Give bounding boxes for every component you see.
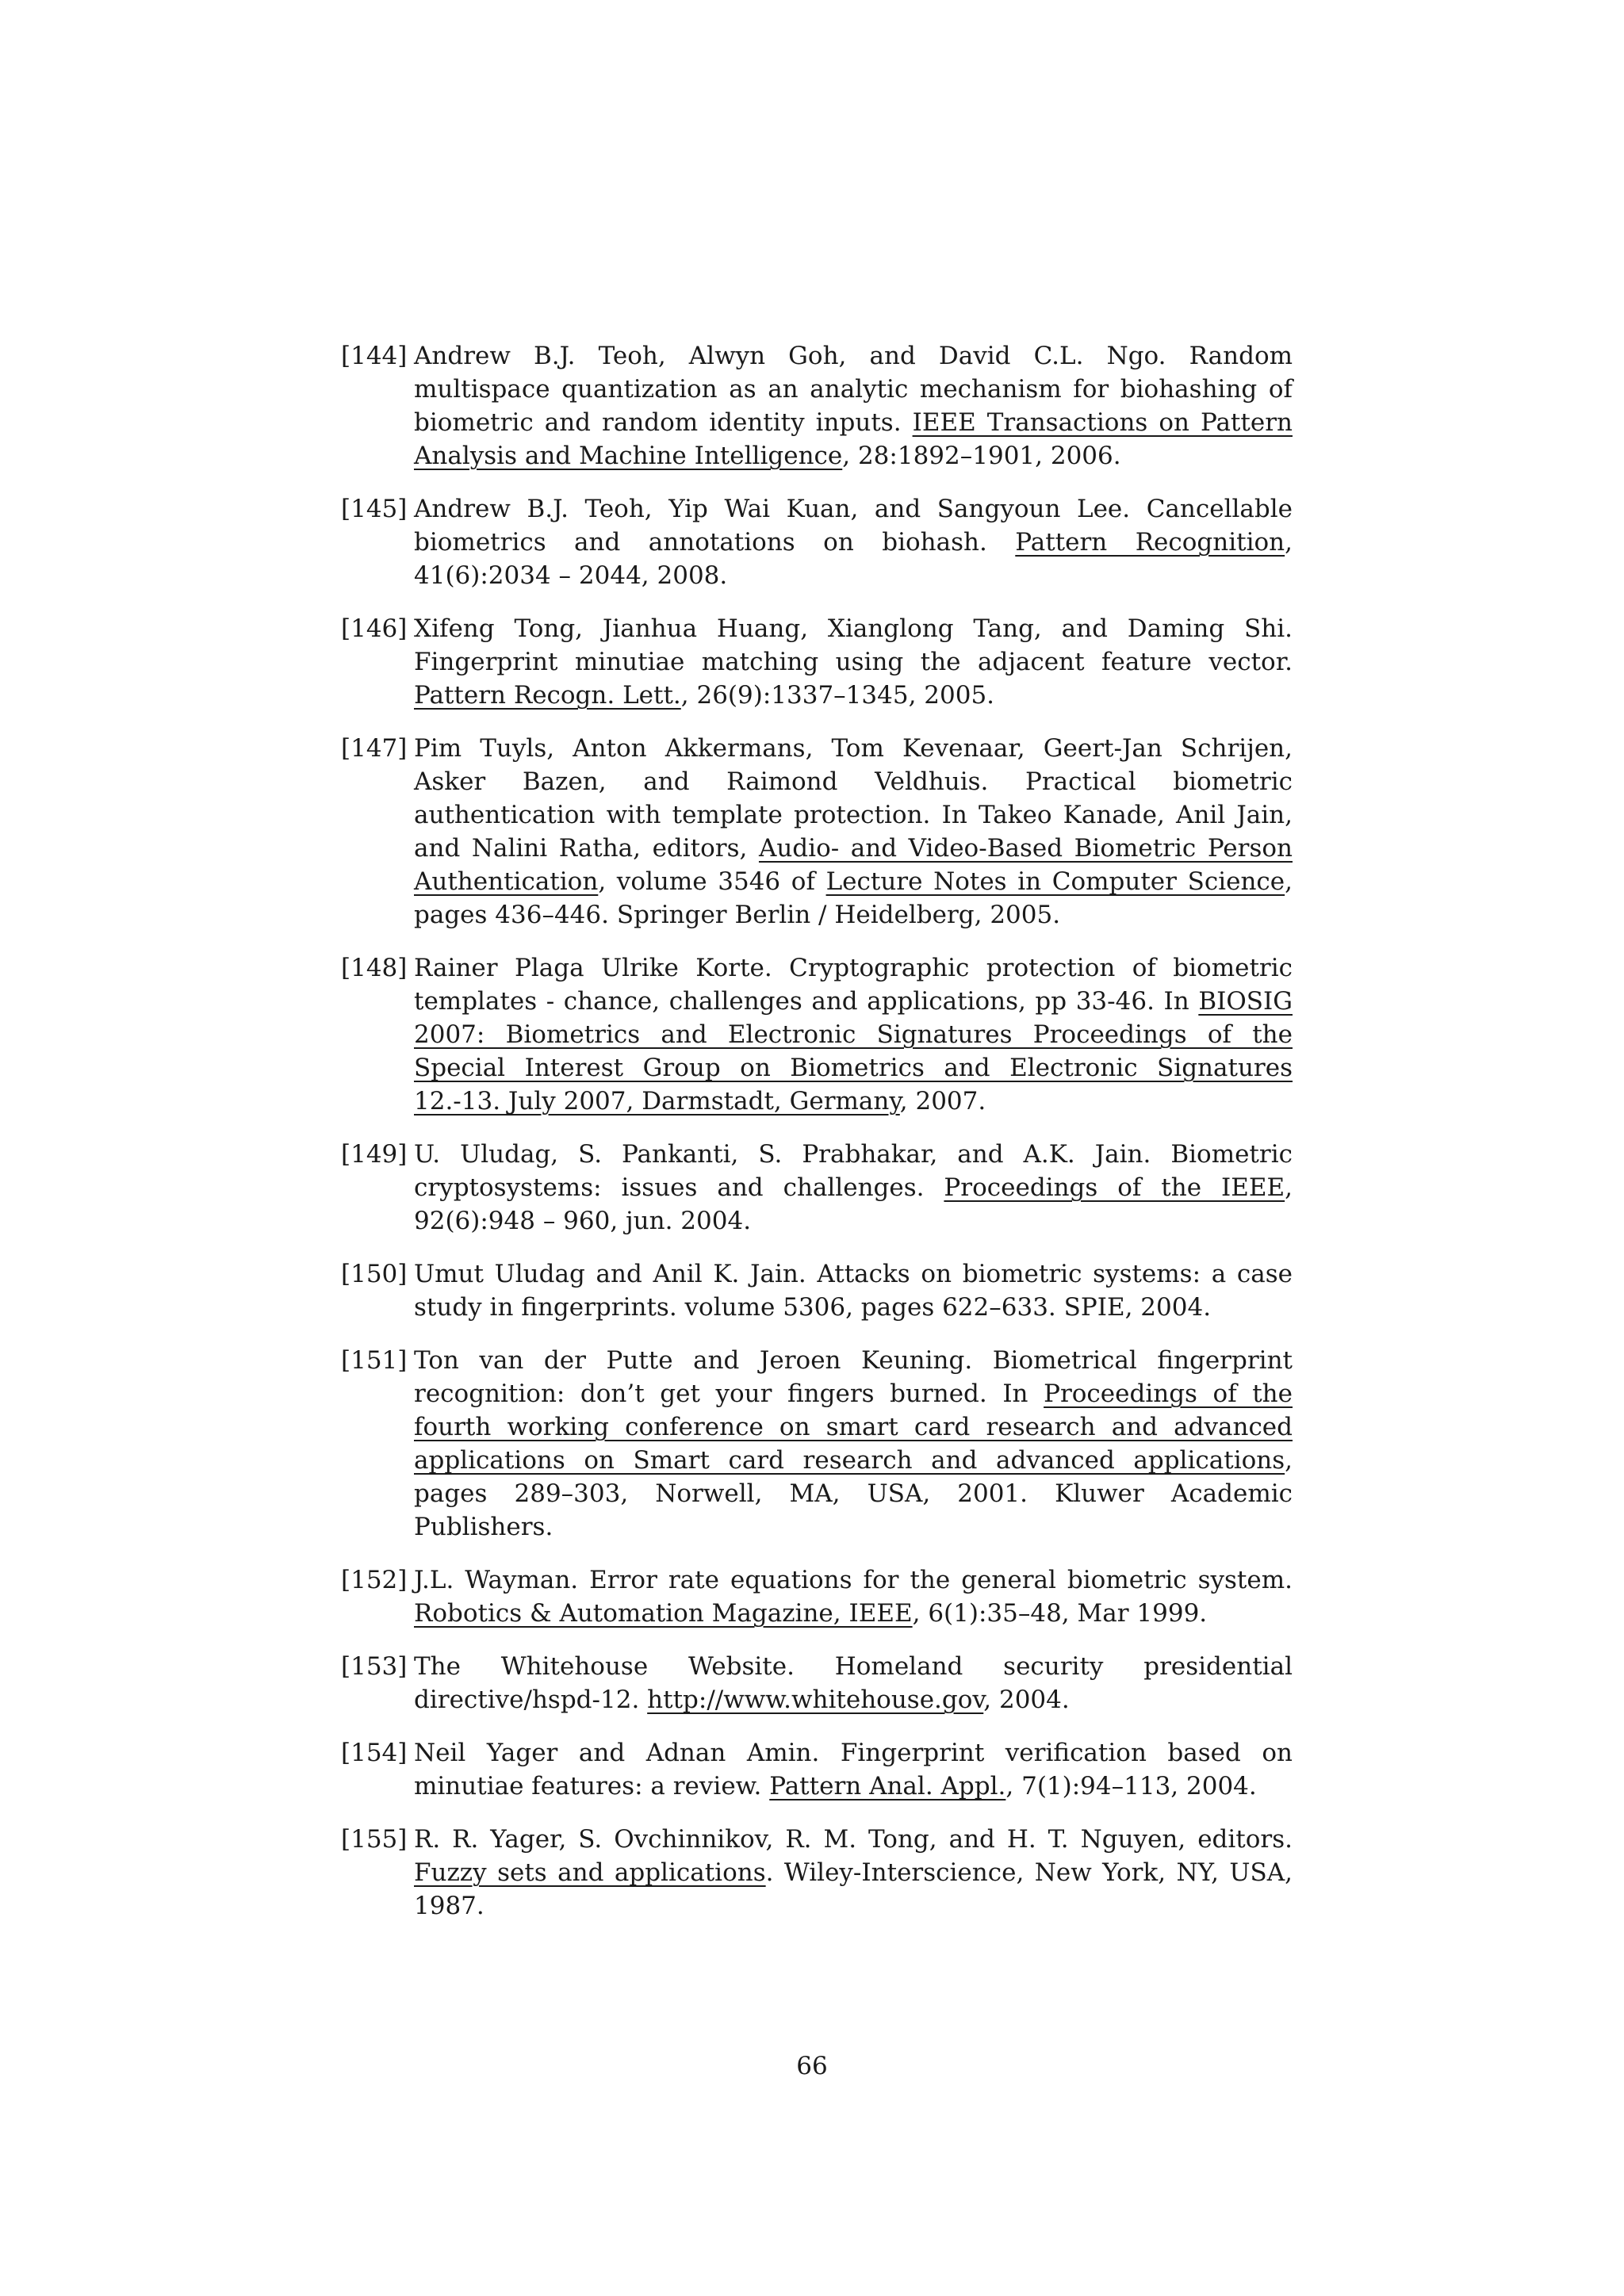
reference-item <box>341 951 1293 1118</box>
reference-item <box>341 492 1293 592</box>
reference-number: [147] <box>341 734 408 763</box>
reference-item <box>341 732 1293 932</box>
reference-segment: R. R. Yager, S. Ovchinnikov, R. M. Tong, and H. T. Nguyen, editors. <box>414 1825 1293 1854</box>
reference-item <box>341 1650 1293 1716</box>
reference-venue: Proceedings of the fourth working conference on smart card research and advanced applications on Smart card research and advanced applications <box>414 1380 1293 1475</box>
reference-segment: Rainer Plaga Ulrike Korte. Cryptographic protection of biometric templates - chance, challenges and applications, pp 33-46. In <box>414 954 1293 1016</box>
reference-segment: Andrew B.J. Teoh, Yip Wai Kuan, and Sangyoun Lee. Cancellable biometrics and annotations on biohash. <box>414 495 1293 557</box>
reference-segment: , 2007. <box>899 1087 986 1115</box>
reference-number: [152] <box>341 1566 408 1594</box>
reference-text <box>414 495 1293 590</box>
reference-segment: Andrew B.J. Teoh, Alwyn Goh, and David C.L. Ngo. Random multispace quantization as an analytic mechanism for biohashing of biometric and random identity inputs. <box>414 342 1293 437</box>
reference-number: [154] <box>341 1739 408 1767</box>
reference-text <box>414 1346 1293 1541</box>
reference-segment: , volume 3546 of <box>598 867 826 896</box>
reference-item <box>341 339 1293 473</box>
reference-text <box>414 1566 1293 1628</box>
reference-text <box>414 1260 1293 1322</box>
reference-segment: , 41(6):2034 – 2044, 2008. <box>414 528 1293 590</box>
reference-venue: Pattern Recognition <box>1015 528 1285 557</box>
reference-item <box>341 1138 1293 1238</box>
reference-venue: Robotics & Automation Magazine, IEEE <box>414 1599 913 1628</box>
reference-venue: Lecture Notes in Computer Science <box>825 867 1285 896</box>
reference-segment: , pages 436–446. Springer Berlin / Heidelberg, 2005. <box>414 867 1293 929</box>
reference-segment: The Whitehouse Website. Homeland security presidential directive/hspd-12. <box>414 1652 1293 1714</box>
reference-item <box>341 1344 1293 1544</box>
reference-text <box>414 614 1293 710</box>
reference-segment: . Wiley-Interscience, New York, NY, USA, 1987. <box>414 1858 1293 1920</box>
reference-segment: J.L. Wayman. Error rate equations for the general biometric system. <box>414 1566 1293 1594</box>
reference-text <box>414 1825 1293 1920</box>
reference-segment: U. Uludag, S. Pankanti, S. Prabhakar, and A.K. Jain. Biometric cryptosystems: issues and challenges. <box>414 1140 1293 1202</box>
reference-segment: Pim Tuyls, Anton Akkermans, Tom Kevenaar, Geert-Jan Schrijen, Asker Bazen, and Raimond Veldhuis. Practical biometric authentication with template protection. In Takeo Kanade, Anil Jain, and Nalini Ratha, editors, <box>414 734 1293 863</box>
reference-segment: , 6(1):35–48, Mar 1999. <box>912 1599 1208 1628</box>
reference-number: [150] <box>341 1260 408 1288</box>
reference-venue: IEEE Transactions on Pattern Analysis and Machine Intelligence <box>414 408 1293 470</box>
reference-item <box>341 1736 1293 1803</box>
reference-item <box>341 612 1293 712</box>
reference-segment: , 92(6):948 – 960, jun. 2004. <box>414 1173 1293 1235</box>
reference-venue: http://www.whitehouse.gov <box>647 1686 984 1714</box>
reference-venue: Audio- and Video-Based Biometric Person Authentication <box>414 834 1293 896</box>
reference-item <box>341 1823 1293 1923</box>
reference-segment: , pages 289–303, Norwell, MA, USA, 2001. Kluwer Academic Publishers. <box>414 1446 1293 1541</box>
reference-text <box>414 1140 1293 1235</box>
reference-text <box>414 1739 1293 1800</box>
reference-segment: , 7(1):94–113, 2004. <box>1005 1772 1257 1800</box>
reference-text <box>414 1652 1293 1714</box>
reference-number: [144] <box>341 342 408 370</box>
reference-venue: BIOSIG 2007: Biometrics and Electronic Signatures Proceedings of the Special Interest Group on Biometrics and Electronic Signatures 12.-13. July 2007, Darmstadt, Germany <box>414 987 1293 1115</box>
reference-segment: Neil Yager and Adnan Amin. Fingerprint verification based on minutiae features: a review. <box>414 1739 1293 1800</box>
reference-number: [153] <box>341 1652 408 1681</box>
reference-text <box>414 734 1293 929</box>
reference-venue: Proceedings of the IEEE <box>944 1173 1285 1202</box>
reference-number: [146] <box>341 614 408 643</box>
reference-segment: Umut Uludag and Anil K. Jain. Attacks on biometric systems: a case study in fingerprints. volume 5306, pages 622–633. SPIE, 2004. <box>414 1260 1293 1322</box>
reference-item <box>341 1257 1293 1324</box>
bibliography-list <box>341 339 1293 1942</box>
reference-number: [145] <box>341 495 408 523</box>
reference-number: [151] <box>341 1346 408 1375</box>
reference-item <box>341 1563 1293 1630</box>
page-number: 66 <box>796 2052 828 2080</box>
reference-text <box>414 342 1293 470</box>
reference-number: [149] <box>341 1140 408 1169</box>
reference-segment: Xifeng Tong, Jianhua Huang, Xianglong Tang, and Daming Shi. Fingerprint minutiae matching using the adjacent feature vector. <box>414 614 1293 676</box>
reference-venue: Fuzzy sets and applications <box>414 1858 766 1887</box>
reference-segment: , 26(9):1337–1345, 2005. <box>680 681 995 710</box>
reference-segment: , 2004. <box>983 1686 1070 1714</box>
reference-text <box>414 954 1293 1115</box>
reference-segment: Ton van der Putte and Jeroen Keuning. Biometrical fingerprint recognition: don’t get your fingers burned. In <box>414 1346 1293 1408</box>
reference-venue: Pattern Recogn. Lett. <box>414 681 681 710</box>
reference-number: [155] <box>341 1825 408 1854</box>
reference-venue: Pattern Anal. Appl. <box>769 1772 1006 1800</box>
reference-number: [148] <box>341 954 408 982</box>
reference-segment: , 28:1892–1901, 2006. <box>842 442 1121 470</box>
